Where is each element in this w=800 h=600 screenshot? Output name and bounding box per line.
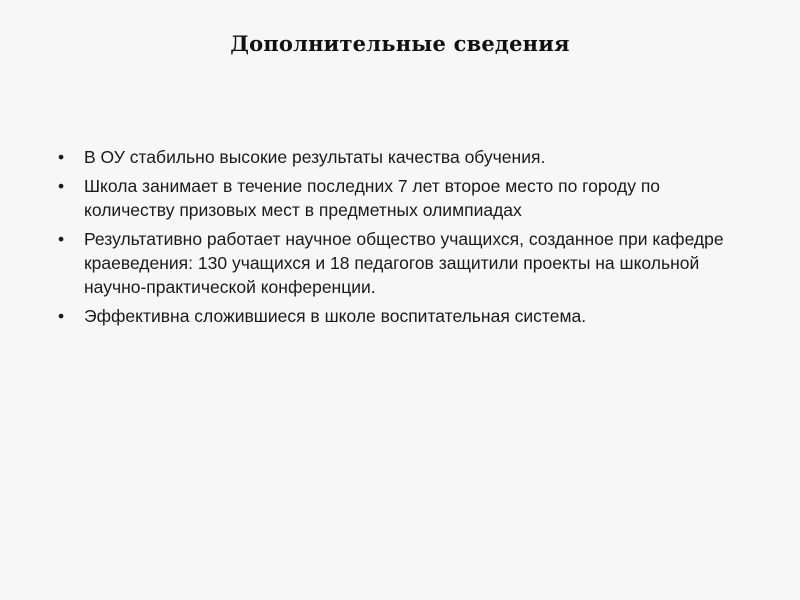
bullet-text: Результативно работает научное общество учащихся, созданное при кафедре краеведения: 130 учащихся и 18 педагогов защитили проекты на школьной научно-практической конференции. [84,229,724,297]
bullet-dot-icon: • [58,306,65,326]
bullet-text: В ОУ стабильно высокие результаты качества обучения. [84,147,546,167]
bullet-text: Эффективна сложившиеся в школе воспитательная система. [84,306,587,326]
bullet-item [58,145,748,169]
bullet-dot-icon: • [58,176,65,196]
bullet-list [58,145,748,333]
bullet-item [58,174,748,222]
bullet-text: Школа занимает в течение последних 7 лет второе место по городу по количеству призовых мест в предметных олимпиадах [84,176,661,220]
bullet-item [58,227,748,299]
bullet-dot-icon: • [58,229,65,249]
bullet-item [58,304,748,328]
slide-title: Дополнительные сведения [230,31,570,56]
bullet-dot-icon: • [58,147,65,167]
